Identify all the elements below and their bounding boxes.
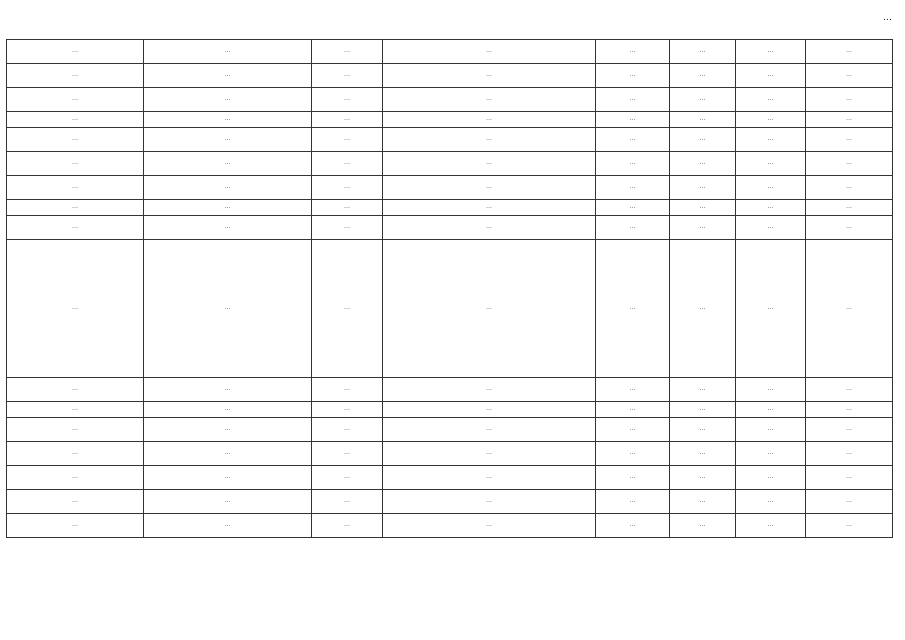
area-cell: … [670, 128, 736, 152]
rate-cell: … [736, 200, 806, 216]
cadastral-number-cell: … [312, 112, 383, 128]
group-cell: … [596, 40, 670, 64]
table-row [7, 466, 893, 490]
rate-cell: … [736, 466, 806, 490]
cadastral-value-cell: … [806, 402, 893, 418]
group-cell: … [596, 240, 670, 378]
area-cell: … [670, 112, 736, 128]
land-use-cell: … [383, 514, 596, 538]
table-row [7, 402, 893, 418]
land-use-cell: … [383, 442, 596, 466]
land-use-cell: … [383, 200, 596, 216]
cadastral-number-cell: … [312, 418, 383, 442]
rate-cell: … [736, 216, 806, 240]
cadastral-number-cell: … [312, 216, 383, 240]
row-number: … [7, 128, 144, 152]
table-row [7, 64, 893, 88]
row-number: … [7, 40, 144, 64]
cadastral-number-cell: … [312, 442, 383, 466]
address-cell: … [144, 112, 312, 128]
cadastral-number-cell: … [312, 40, 383, 64]
land-use-cell: … [383, 176, 596, 200]
land-registry-table [6, 39, 893, 538]
row-number: … [7, 64, 144, 88]
row-number: … [7, 466, 144, 490]
land-use-cell: … [383, 112, 596, 128]
area-cell: … [670, 378, 736, 402]
land-use-cell: … [383, 418, 596, 442]
rate-cell: … [736, 402, 806, 418]
row-number: … [7, 88, 144, 112]
cadastral-number-cell: … [312, 466, 383, 490]
address-cell: … [144, 442, 312, 466]
row-number: … [7, 152, 144, 176]
group-cell: … [596, 216, 670, 240]
cadastral-value-cell: … [806, 378, 893, 402]
rate-cell: … [736, 176, 806, 200]
group-cell: … [596, 112, 670, 128]
address-cell: … [144, 176, 312, 200]
land-use-cell: … [383, 466, 596, 490]
group-cell: … [596, 466, 670, 490]
address-cell: … [144, 88, 312, 112]
cadastral-number-cell: … [312, 514, 383, 538]
table-row [7, 112, 893, 128]
cadastral-value-cell: … [806, 128, 893, 152]
group-cell: … [596, 402, 670, 418]
table-body [7, 40, 893, 538]
cadastral-value-cell: … [806, 442, 893, 466]
rate-cell: … [736, 112, 806, 128]
row-number: … [7, 490, 144, 514]
cadastral-number-cell: … [312, 490, 383, 514]
cadastral-value-cell: … [806, 514, 893, 538]
table-row [7, 176, 893, 200]
area-cell: … [670, 418, 736, 442]
row-number: … [7, 514, 144, 538]
row-number: … [7, 240, 144, 378]
area-cell: … [670, 216, 736, 240]
cadastral-value-cell: … [806, 88, 893, 112]
area-cell: … [670, 442, 736, 466]
group-cell: … [596, 418, 670, 442]
row-number: … [7, 200, 144, 216]
cadastral-number-cell: … [312, 88, 383, 112]
address-cell: … [144, 40, 312, 64]
cadastral-value-cell: … [806, 490, 893, 514]
rate-cell: … [736, 442, 806, 466]
address-cell: … [144, 402, 312, 418]
land-use-cell: … [383, 128, 596, 152]
cadastral-number-cell: … [312, 378, 383, 402]
cadastral-value-cell: … [806, 466, 893, 490]
cadastral-value-cell: … [806, 240, 893, 378]
group-cell: … [596, 514, 670, 538]
land-use-cell: … [383, 240, 596, 378]
cadastral-number-cell: … [312, 64, 383, 88]
area-cell: … [670, 490, 736, 514]
table-row [7, 418, 893, 442]
area-cell: … [670, 466, 736, 490]
address-cell: … [144, 200, 312, 216]
area-cell: … [670, 240, 736, 378]
address-cell: … [144, 490, 312, 514]
cadastral-number-cell: … [312, 152, 383, 176]
area-cell: … [670, 88, 736, 112]
table-row [7, 490, 893, 514]
cadastral-value-cell: … [806, 40, 893, 64]
cadastral-value-cell: … [806, 176, 893, 200]
area-cell: … [670, 176, 736, 200]
cadastral-number-cell: … [312, 176, 383, 200]
group-cell: … [596, 176, 670, 200]
rate-cell: … [736, 378, 806, 402]
rate-cell: … [736, 152, 806, 176]
area-cell: … [670, 152, 736, 176]
rate-cell: … [736, 514, 806, 538]
land-use-cell: … [383, 490, 596, 514]
row-number: … [7, 378, 144, 402]
table-row [7, 128, 893, 152]
table-row [7, 378, 893, 402]
land-use-cell: … [383, 64, 596, 88]
table-row [7, 216, 893, 240]
address-cell: … [144, 64, 312, 88]
group-cell: … [596, 64, 670, 88]
land-use-cell: … [383, 378, 596, 402]
row-number: … [7, 112, 144, 128]
cadastral-value-cell: … [806, 418, 893, 442]
table-row [7, 514, 893, 538]
row-number: … [7, 442, 144, 466]
row-number: … [7, 176, 144, 200]
page-number: … [883, 12, 892, 22]
address-cell: … [144, 466, 312, 490]
rate-cell: … [736, 88, 806, 112]
land-use-cell: … [383, 40, 596, 64]
land-use-cell: … [383, 216, 596, 240]
table-row [7, 240, 893, 378]
cadastral-number-cell: … [312, 240, 383, 378]
group-cell: … [596, 88, 670, 112]
rate-cell: … [736, 490, 806, 514]
table-row [7, 88, 893, 112]
cadastral-number-cell: … [312, 128, 383, 152]
land-use-cell: … [383, 402, 596, 418]
group-cell: … [596, 200, 670, 216]
rate-cell: … [736, 128, 806, 152]
address-cell: … [144, 378, 312, 402]
row-number: … [7, 216, 144, 240]
rate-cell: … [736, 64, 806, 88]
address-cell: … [144, 240, 312, 378]
table-row [7, 152, 893, 176]
table-row [7, 200, 893, 216]
address-cell: … [144, 152, 312, 176]
area-cell: … [670, 402, 736, 418]
area-cell: … [670, 200, 736, 216]
cadastral-value-cell: … [806, 200, 893, 216]
cadastral-value-cell: … [806, 112, 893, 128]
address-cell: … [144, 514, 312, 538]
cadastral-value-cell: … [806, 216, 893, 240]
area-cell: … [670, 64, 736, 88]
group-cell: … [596, 128, 670, 152]
group-cell: … [596, 152, 670, 176]
address-cell: … [144, 128, 312, 152]
cadastral-number-cell: … [312, 402, 383, 418]
address-cell: … [144, 418, 312, 442]
row-number: … [7, 418, 144, 442]
cadastral-number-cell: … [312, 200, 383, 216]
land-use-cell: … [383, 152, 596, 176]
area-cell: … [670, 514, 736, 538]
group-cell: … [596, 442, 670, 466]
group-cell: … [596, 490, 670, 514]
table-row [7, 40, 893, 64]
rate-cell: … [736, 40, 806, 64]
table-row [7, 442, 893, 466]
address-cell: … [144, 216, 312, 240]
cadastral-value-cell: … [806, 64, 893, 88]
rate-cell: … [736, 418, 806, 442]
cadastral-value-cell: … [806, 152, 893, 176]
row-number: … [7, 402, 144, 418]
rate-cell: … [736, 240, 806, 378]
area-cell: … [670, 40, 736, 64]
land-use-cell: … [383, 88, 596, 112]
group-cell: … [596, 378, 670, 402]
